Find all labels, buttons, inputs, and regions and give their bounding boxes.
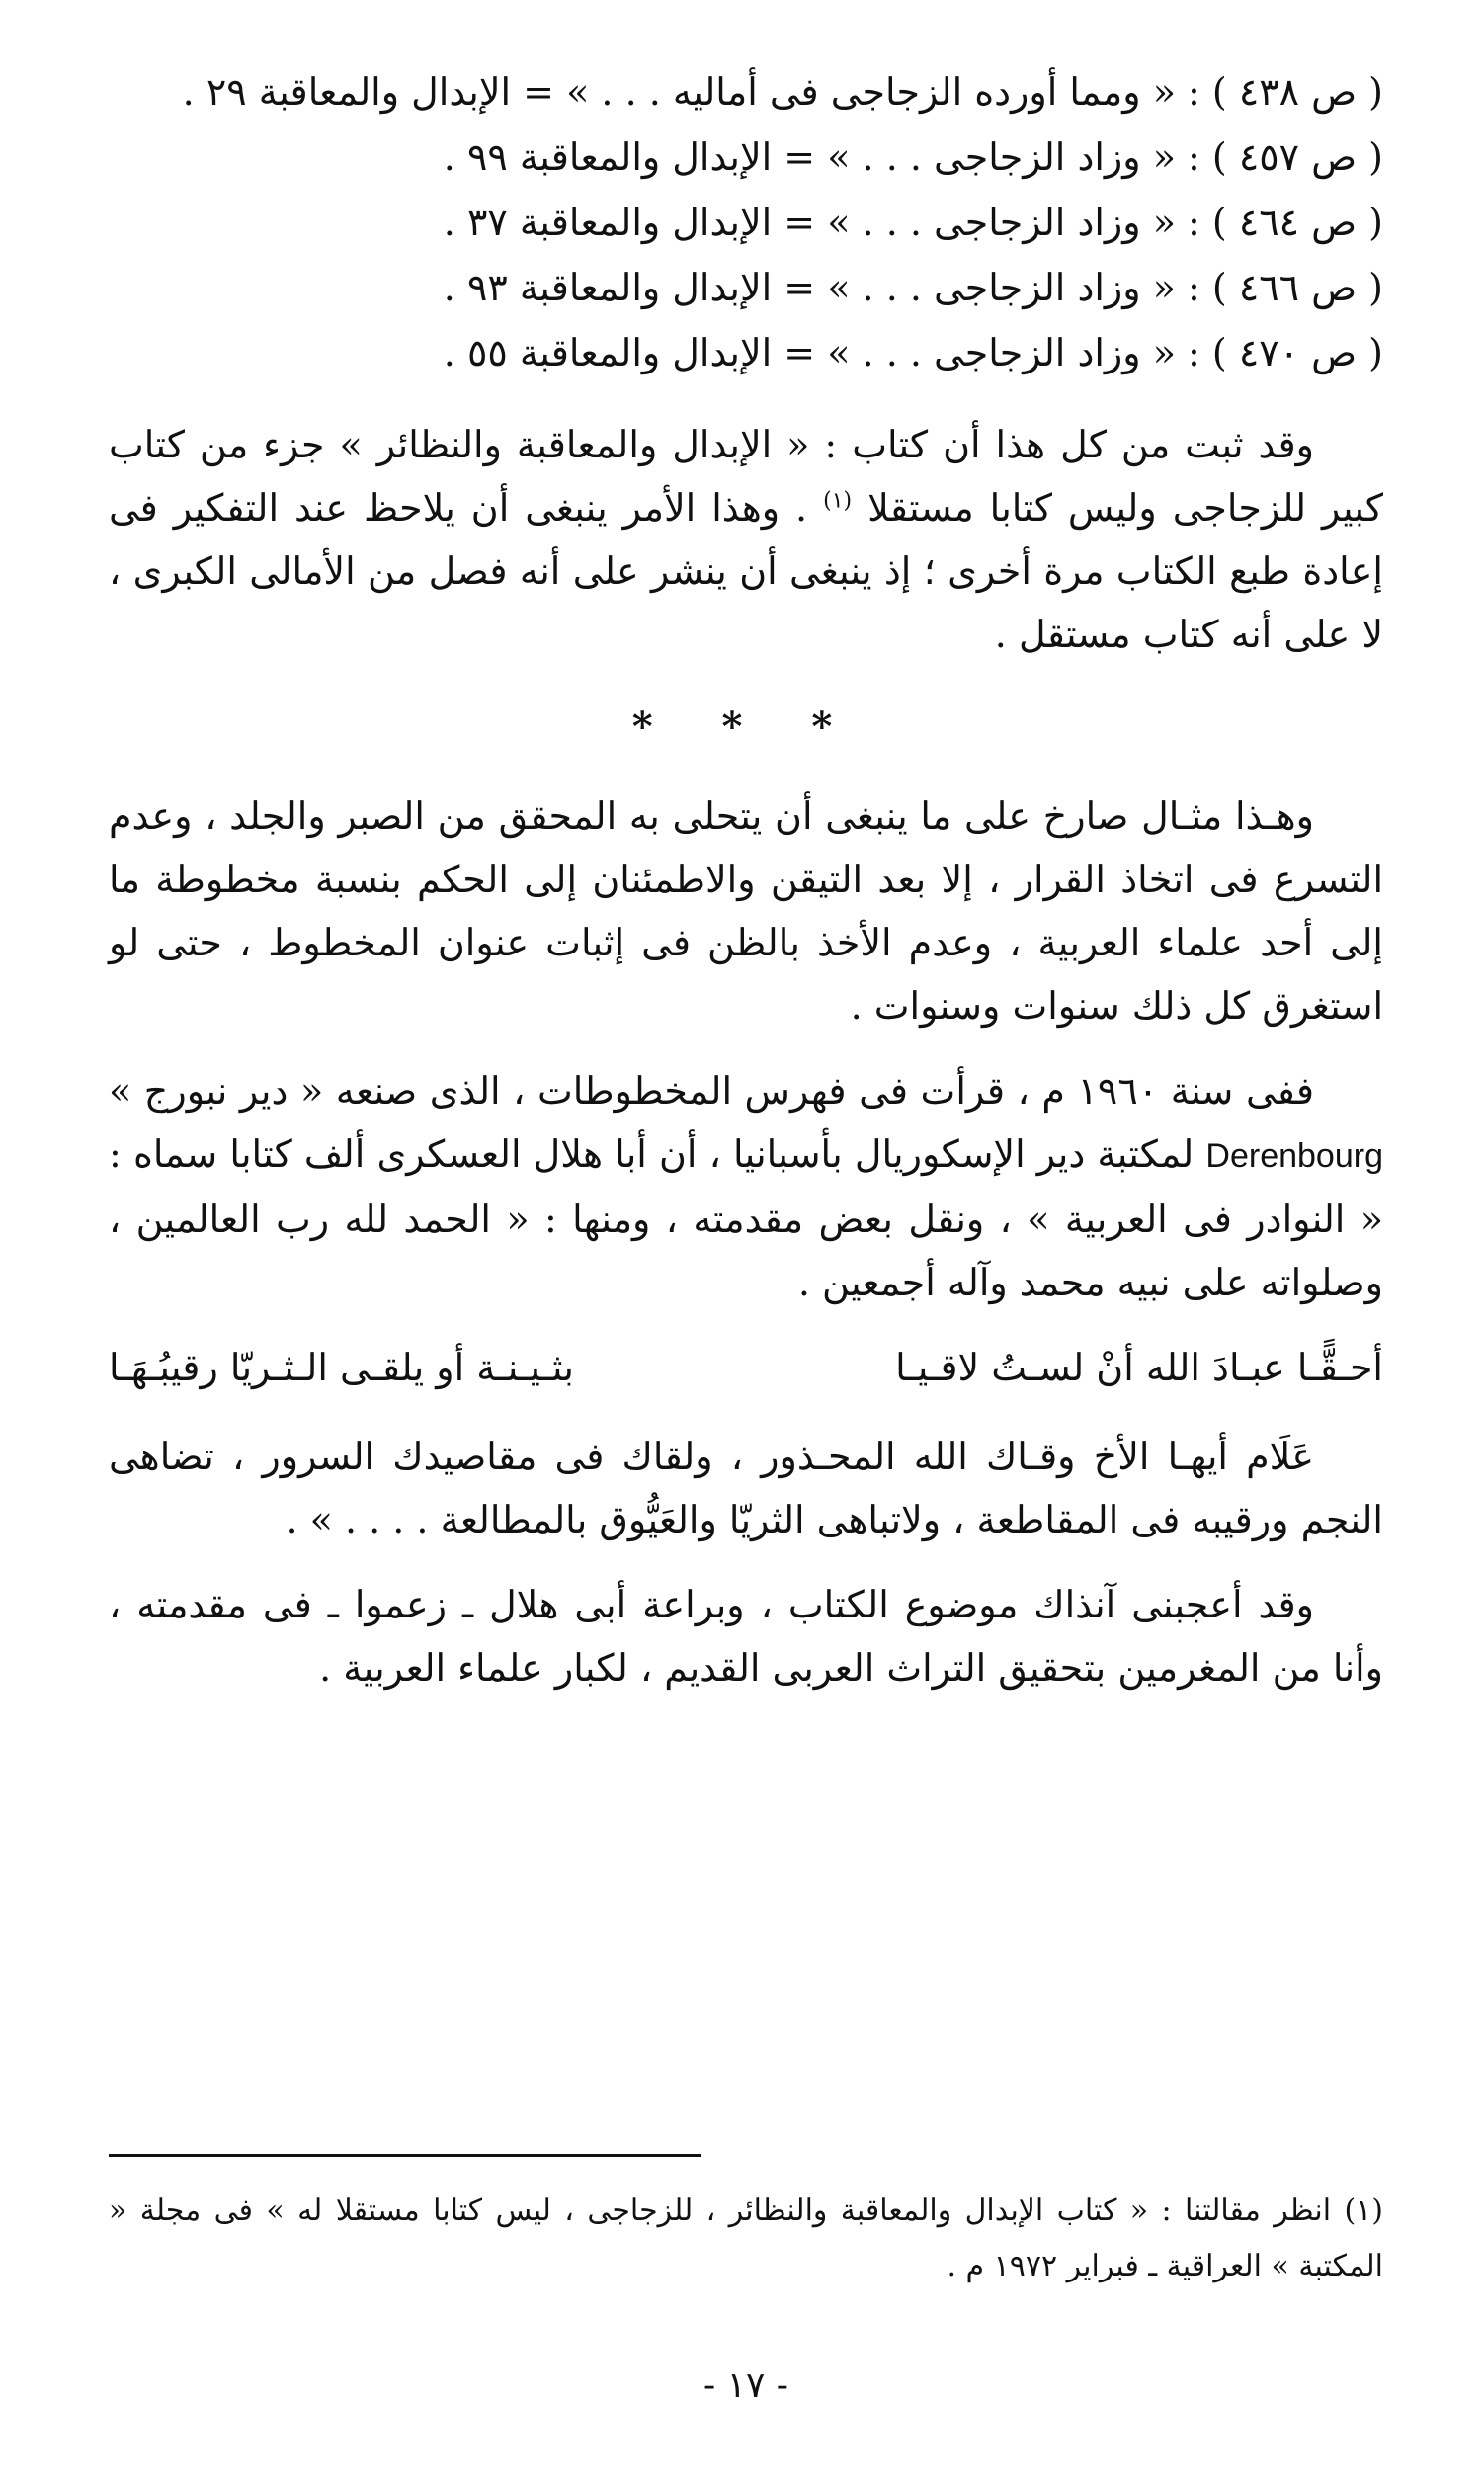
verse-hemistich-second: بثـيـنـة أو يلقـى الـثـريّا رقيبُـهَـا: [109, 1346, 574, 1389]
footnote-marker: (١): [823, 488, 853, 514]
paragraph-text: وقد ثبت من كل هذا أن كتاب : « الإبدال والمعاقبة والنظائر » جزء من كتاب كبير للزجاجى وليس كتابا مستقلا: [109, 423, 1383, 530]
reference-list: [109, 59, 1383, 385]
poetry-verse: [109, 1336, 1383, 1399]
paragraph-text: لمكتبة دير الإسكوريال بأسبانيا ، أن أبا هلال العسكرى ألف كتابا سماه : « النوادر فى العربية » ، ونقل بعض مقدمته ، ومنها : « الحمد لله رب العالمين ، وصلواته على نبيه محمد وآله أجمعين .: [109, 1132, 1383, 1304]
reference-line: ( ص ٤٦٦ ) : « وزاد الزجاجى . . . » = الإبدال والمعاقبة ٩٣ .: [443, 266, 1383, 309]
paragraph-conclusion: [109, 413, 1383, 666]
reference-line: ( ص ٤٣٨ ) : « ومما أورده الزجاجى فى أماليه . . . » = الإبدال والمعاقبة ٢٩ .: [182, 70, 1383, 114]
reference-line: ( ص ٤٦٤ ) : « وزاد الزجاجى . . . » = الإبدال والمعاقبة ٣٧ .: [443, 201, 1383, 244]
paragraph-manuscript: [109, 1059, 1383, 1314]
footnote: (١) انظر مقالتنا : « كتاب الإبدال والمعاقبة والنظائر ، للزجاجى ، ليس كتابا مستقلا له » فى مجلة « المكتبة » العراقية ـ فبراير ١٩٧٢ م .: [109, 2194, 1383, 2283]
reference-line: ( ص ٤٥٧ ) : « وزاد الزجاجى . . . » = الإبدال والمعاقبة ٩٩ .: [443, 135, 1383, 179]
latin-name: Derenbourg: [1205, 1137, 1383, 1175]
paragraph-admiration: وقد أعجبنى آنذاك موضوع الكتاب ، وبراعة أبى هلال ـ زعموا ـ فى مقدمته ، وأنا من المغرمين بتحقيق التراث العربى القديم ، لكبار علماء العربية .: [109, 1583, 1383, 1690]
page-number: - ١٧ -: [703, 2365, 788, 2406]
paragraph-example: وهـذا مثـال صارخ على ما ينبغى أن يتحلى به المحقق من الصبر والجلد ، وعدم التسرع فى اتخاذ القرار ، إلا بعد التيقن والاطمئنان إلى الحكم بنسبة مخطوطة ما إلى أحد علماء العربية ، وعدم الأخذ بالظن فى إثبات عنوان المخطوط ، حتى لو استغرق كل ذلك سنوات وسنوات .: [109, 794, 1383, 1028]
reference-line: ( ص ٤٧٠ ) : « وزاد الزجاجى . . . » = الإبدال والمعاقبة ٥٥ .: [443, 331, 1383, 374]
paragraph-text: ففى سنة ١٩٦٠ م ، قرأت فى فهرس المخطوطات ، الذى صنعه « دير نبورج »: [109, 1069, 1315, 1113]
document-page: [109, 59, 1383, 2450]
verse-hemistich-first: أحـقًّـا عبـادَ الله أنْ لسـتُ لاقـيـا: [895, 1346, 1383, 1389]
footnote-divider: [109, 2154, 701, 2157]
section-separator: * * *: [631, 704, 861, 750]
paragraph-text: . وهذا الأمر ينبغى أن يلاحظ عند التفكير فى إعادة طبع الكتاب مرة أخرى ؛ إذ ينبغى أن ينشر على أنه فصل من الأمالى الكبرى ، لا على أنه كتاب مستقل .: [109, 486, 1383, 656]
paragraph-quote: عَلَام أيهـا الأخ وقـاك الله المحـذور ، ولقاك فى مقاصيدك السرور ، تضاهى النجم ورقيبه فى المقاطعة ، ولاتباهى الثريّا والعَيُّوق بالمطالعة . . . . » .: [109, 1435, 1383, 1541]
